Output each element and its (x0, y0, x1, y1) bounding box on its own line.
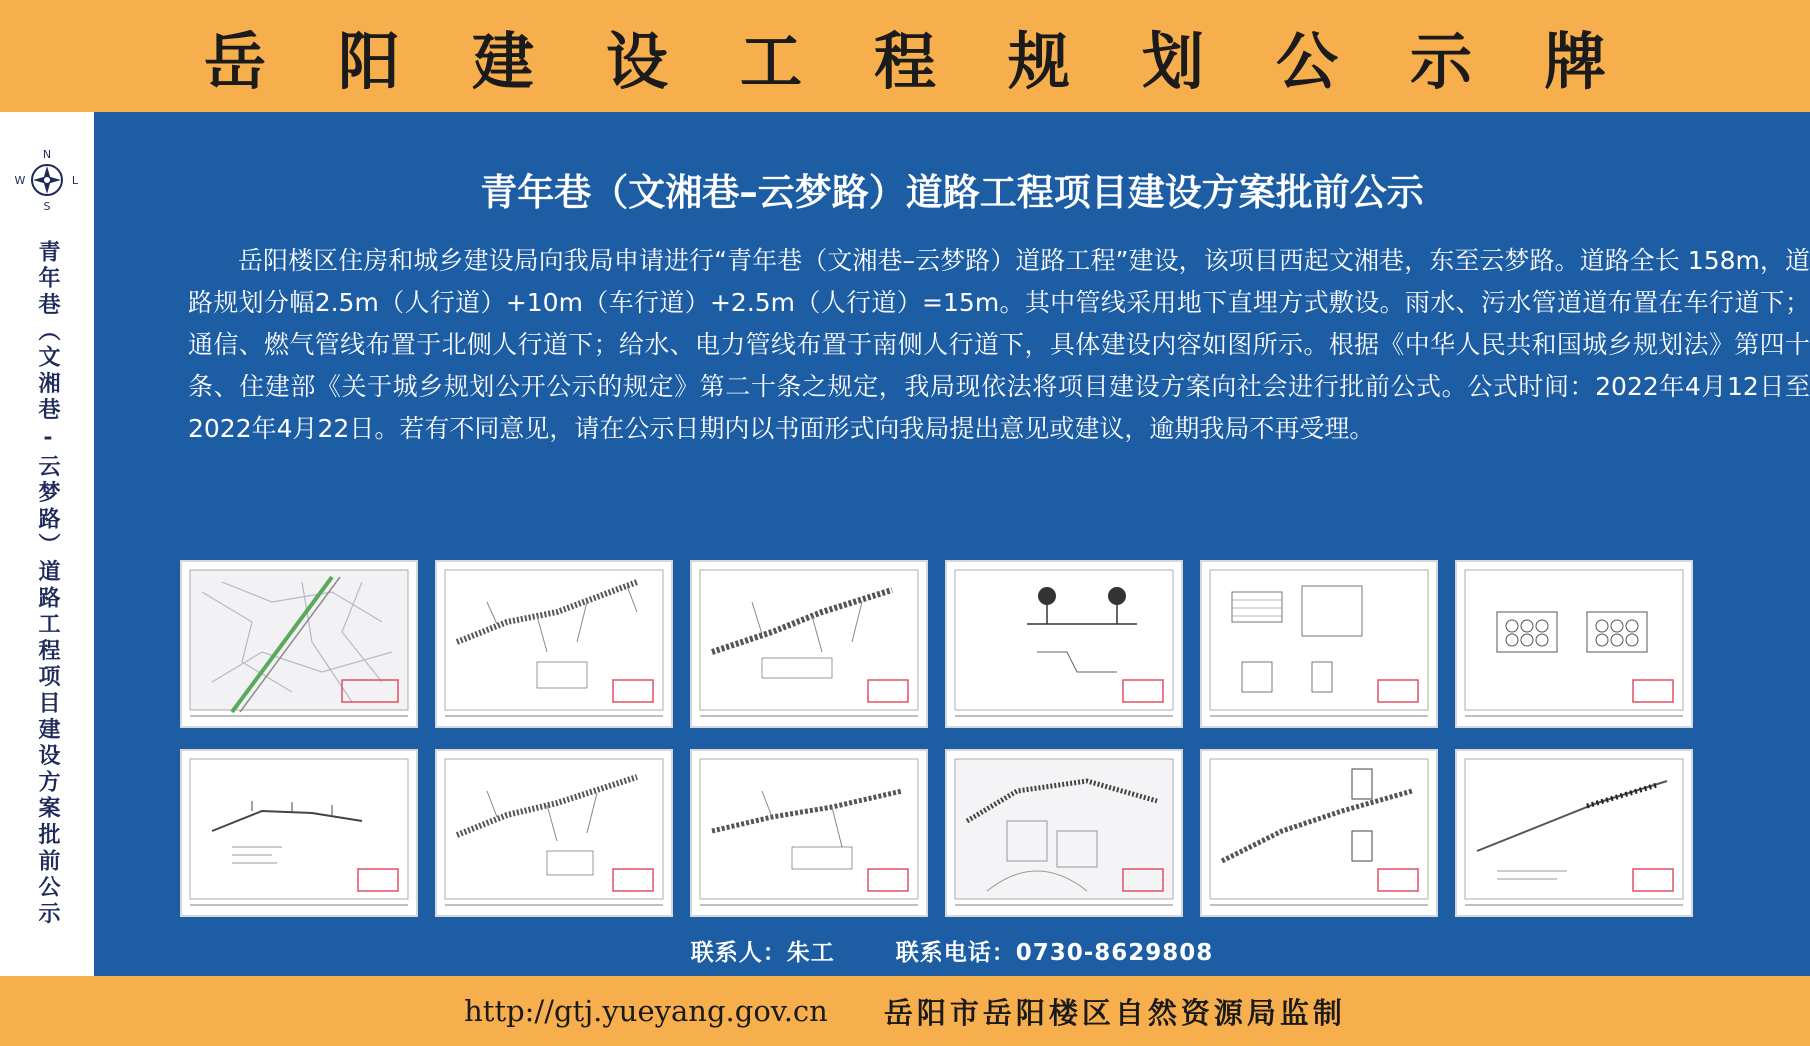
compass-west: W (14, 174, 26, 187)
compass-icon (14, 146, 80, 212)
compass-east: L (71, 174, 79, 187)
top-banner (0, 0, 1810, 112)
drawing-plan-9 (690, 749, 928, 917)
drawing-plan-7 (180, 749, 418, 917)
drawing-pipe-section (1455, 560, 1693, 728)
contact-phone: 联系电话：0730-8629808 (895, 940, 1214, 966)
footer-url[interactable]: http://gtj.yueyang.gov.cn (464, 994, 828, 1028)
compass-south: S (43, 200, 51, 212)
drawing-plan-3 (690, 560, 928, 728)
vertical-project-title: 青年巷（文湘巷-云梦路）道路工程项目建设方案批前公示 (35, 240, 61, 928)
notice-body: 岳阳楼区住房和城乡建设局向我局申请进行“青年巷（文湘巷–云梦路）道路工程”建设，该项目西起文湘巷，东至云梦路。道路全长 158m，道路规划分幅2.5m（人行道）+10m（车行道）+2.5m（人行道）=15m。其中管线采用地下直埋方式敷设。雨水、污水管道道布置在车行道下；通信、燃气管线布置于北侧人行道下；给水、电力管线布置于南侧人行道下，具体建设内容如图所示。根据《中华人民共和国城乡规划法》第四十条、住建部《关于城乡规划公开公示的规定》第二十条之规定，我局现依法将项目建设方案向社会进行批前公式。公式时间：2022年4月12日至2022年4月22日。若有不同意见，请在公示日期内以书面形式向我局提出意见或建议，逾期我局不再受理。 (188, 246, 1810, 443)
drawing-plan-11 (1200, 749, 1438, 917)
notice-title: 青年巷（文湘巷–云梦路）道路工程项目建设方案批前公示 (480, 171, 1424, 214)
compass-north: N (42, 148, 52, 161)
banner-title: 岳阳建设工程规划公示牌 (203, 24, 1678, 98)
side-strip (0, 112, 94, 976)
drawing-plan-12 (1455, 749, 1693, 917)
contact-person: 联系人：朱工 (690, 940, 835, 966)
contact-line (94, 934, 1810, 967)
main-panel (94, 112, 1810, 976)
drawing-cross-section (945, 560, 1183, 728)
drawing-site-plan (945, 749, 1183, 917)
drawing-plan-8 (435, 749, 673, 917)
drawing-location-map (180, 560, 418, 728)
drawing-plan-2 (435, 560, 673, 728)
drawing-pavement-detail (1200, 560, 1438, 728)
footer (0, 976, 1810, 1046)
footer-supervisor: 岳阳市岳阳楼区自然资源局监制 (883, 995, 1346, 1030)
